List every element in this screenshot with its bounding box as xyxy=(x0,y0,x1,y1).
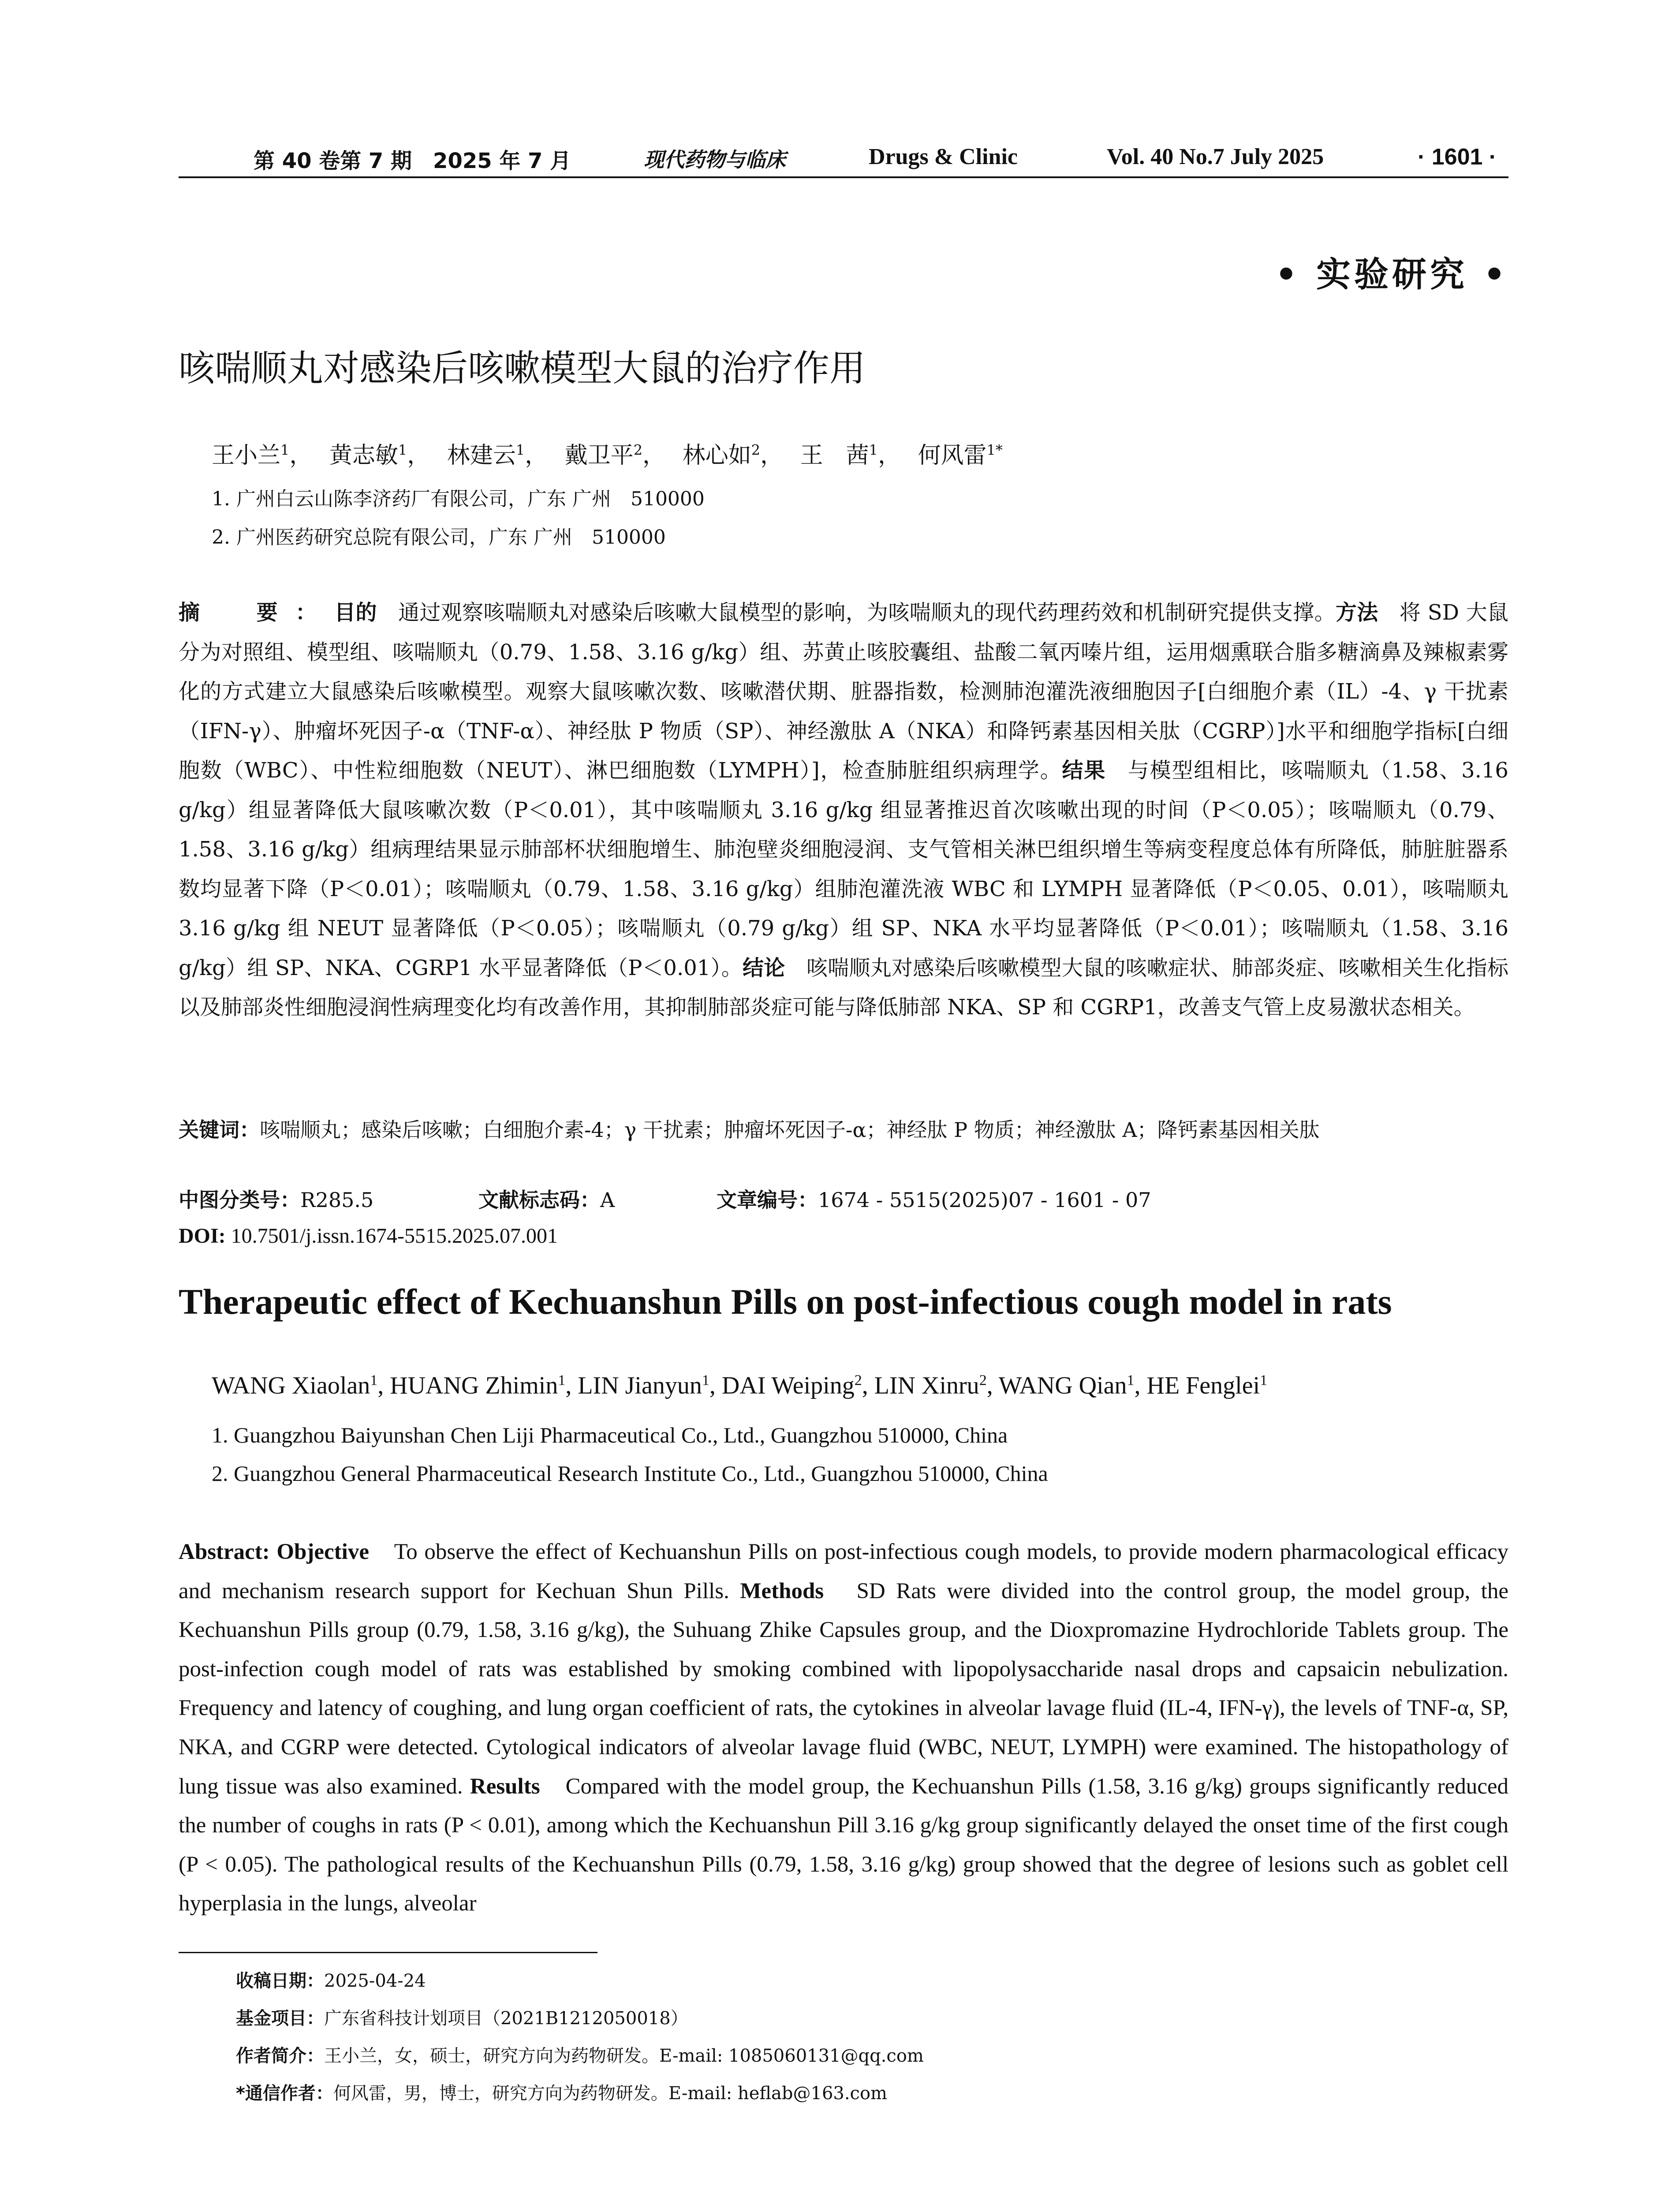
author-sup: 1 xyxy=(280,441,290,459)
author-sup: 1 xyxy=(869,441,878,459)
footnote-author-bio xyxy=(236,2042,924,2067)
methods-label-en: Methods xyxy=(740,1578,824,1603)
header-volume-en: Vol. 40 No.7 July 2025 xyxy=(1107,144,1324,169)
results-label-en: Results xyxy=(470,1774,540,1799)
author-name: LIN Xinru xyxy=(874,1372,979,1399)
author-en: LIN Jianyun$^1$, xyxy=(578,1372,722,1399)
author-cn: 王小兰$^1$， xyxy=(212,441,313,469)
author-sup: 2 xyxy=(633,441,643,459)
author-name: LIN Jianyun xyxy=(578,1372,702,1399)
author-name: 林建云 xyxy=(447,442,516,469)
abstract-cn-label: 摘 要： xyxy=(179,600,335,625)
author-sup: 1 xyxy=(370,1372,378,1389)
author-en: HUANG Zhimin$^1$, xyxy=(390,1372,578,1399)
footnote-label: *通信作者： xyxy=(236,2083,333,2104)
footnote-rule xyxy=(179,1952,597,1953)
author-sup: 1 xyxy=(1260,1372,1268,1389)
author-en: WANG Xiaolan$^1$, xyxy=(212,1372,390,1399)
author-cn: 林心如$^2$， xyxy=(682,441,784,469)
footnote-fund xyxy=(236,2004,688,2029)
article-label: 文章编号： xyxy=(717,1188,818,1212)
doi-label: DOI: xyxy=(179,1224,226,1248)
author-sup: 1 xyxy=(702,1372,709,1389)
objective-label-cn: 目的 xyxy=(334,600,377,625)
footnote-text: 广东省科技计划项目（2021B1212050018） xyxy=(324,2008,688,2029)
abstract-en xyxy=(179,1532,1508,1923)
footnote-label: 基金项目： xyxy=(236,2008,324,2029)
keywords-text: 咳喘顺丸；感染后咳嗽；白细胞介素-4；γ 干扰素；肿瘤坏死因子-α；神经肽 P 物质；神经激肽 A；降钙素基因相关肽 xyxy=(260,1118,1320,1142)
affiliation-cn-1: 1. 广州白云山陈李济药厂有限公司，广东 广州 510000 xyxy=(212,488,705,510)
section-tag: • 实验研究 • xyxy=(1275,254,1509,295)
author-name: HUANG Zhimin xyxy=(390,1372,558,1399)
doi-link[interactable]: 10.7501/j.issn.1674-5515.2025.07.001 xyxy=(225,1224,558,1248)
clc-label: 中图分类号： xyxy=(179,1188,300,1212)
results-text-cn: 与模型组相比，咳喘顺丸（1.58、3.16 g/kg）组显著降低大鼠咳嗽次数（P＜0.01），其中咳喘顺丸 3.16 g/kg 组显著推迟首次咳嗽出现的时间（P＜0.05）；咳喘顺丸（0.79、1.58、3.16 g/kg）组病理结果显示肺部杯状细胞增生、肺泡壁炎细胞浸润、支气管相关淋巴组织增生等病变程度总体有所降低，肺脏脏器系数均显著下降（P＜0.01）；咳喘顺丸（0.79、1.58、3.16 g/kg）组肺泡灌洗液 WBC 和 LYMPH 显著降低（P＜0.05、0.01），咳喘顺丸 3.16 g/kg 组 NEUT 显著降低（P＜0.05）；咳喘顺丸（0.79 g/kg）组 SP、NKA 水平均显著降低（P＜0.01）；咳喘顺丸（1.58、3.16 g/kg）组 SP、NKA、CGRP1 水平显著降低（P＜0.01）。 xyxy=(179,758,1508,980)
affiliation-en-1: 1. Guangzhou Baiyunshan Chen Liji Pharmaceutical Co., Ltd., Guangzhou 510000, China xyxy=(212,1423,1008,1447)
author-sup: 1 xyxy=(1127,1372,1135,1389)
footnote-text: 2025-04-24 xyxy=(324,1971,426,1991)
author-en: LIN Xinru$^2$, xyxy=(874,1372,999,1399)
header-journal-cn: 现代药物与临床 xyxy=(644,148,786,172)
header-rule xyxy=(179,176,1508,178)
authors-cn xyxy=(212,437,1003,470)
keywords-cn xyxy=(179,1111,1508,1148)
author-name: 林心如 xyxy=(682,442,751,469)
doc-label: 文献标志码： xyxy=(478,1188,600,1212)
methods-text-cn: 将 SD 大鼠分为对照组、模型组、咳喘顺丸（0.79、1.58、3.16 g/kg）组、苏黄止咳胶囊组、盐酸二氧丙嗪片组，运用烟熏联合脂多糖滴鼻及辣椒素雾化的方式建立大鼠感染后咳嗽模型。观察大鼠咳嗽次数、咳嗽潜伏期、脏器指数，检测肺泡灌洗液细胞因子[白细胞介素（IL）-4、γ 干扰素（IFN-γ）、肿瘤坏死因子-α（TNF-α）、神经肽 P 物质（SP）、神经激肽 A（NKA）和降钙素基因相关肽（CGRP）]水平和细胞学指标[白细胞数（WBC）、中性粒细胞数（NEUT）、淋巴细胞数（LYMPH）]，检查肺脏组织病理学。 xyxy=(179,600,1508,783)
author-name: HE Fenglei xyxy=(1146,1372,1260,1399)
author-sup: 2 xyxy=(979,1372,987,1389)
author-sup: 1 xyxy=(515,441,525,459)
author-cn: 黄志敏$^1$， xyxy=(329,441,430,469)
author-name: 王 茜 xyxy=(800,442,869,469)
affiliation-en-2: 2. Guangzhou General Pharmaceutical Research Institute Co., Ltd., Guangzhou 510000, China xyxy=(212,1461,1048,1486)
author-sup: 2 xyxy=(854,1372,862,1389)
methods-text-en: SD Rats were divided into the control group, the model group, the Kechuanshun Pills group (0.79, 1.58, 3.16 g/kg), the Suhuang Zhike Capsules group, and the Dioxpromazine Hydrochloride Tablets group. The post-infection cough model of rats was established by smoking combined with lipopolysaccharide nasal drops and capsaicin nebulization. Frequency and latency of coughing, and lung organ coefficient of rats, the cytokines in alveolar lavage fluid (IL-4, IFN-γ), the levels of TNF-α, SP, NKA, and CGRP were detected. Cytological indicators of alveolar lavage fluid (WBC, NEUT, LYMPH) were examined. The histopathology of lung tissue was also examined. xyxy=(179,1578,1508,1799)
author-cn: 王 茜$^1$， xyxy=(800,441,901,469)
author-en: DAI Weiping$^2$, xyxy=(721,1372,874,1399)
clc-code xyxy=(179,1184,373,1213)
header-page-number: · 1601 · xyxy=(1418,144,1497,170)
author-cn xyxy=(918,442,1003,469)
author-name: DAI Weiping xyxy=(721,1372,855,1399)
abstract-cn xyxy=(179,593,1508,1028)
clc-value: R285.5 xyxy=(300,1188,374,1212)
footnote-text: 王小兰，女，硕士，研究方向为药物研发。E-mail: 1085060131@qq.com xyxy=(324,2046,924,2066)
title-en: Therapeutic effect of Kechuanshun Pills on post-infectious cough model in rats xyxy=(179,1282,1392,1322)
author-sup: 1* xyxy=(986,441,1003,459)
author-name: 何风雷 xyxy=(918,442,987,469)
footnote-label: 作者简介： xyxy=(236,2046,324,2066)
footnote-label: 收稿日期： xyxy=(236,1971,324,1991)
author-sup: 2 xyxy=(751,441,761,459)
abstract-en-label: Abstract: Objective xyxy=(179,1540,369,1564)
methods-label-cn: 方法 xyxy=(1335,600,1378,625)
footnote-received xyxy=(236,1967,426,1992)
author-name: 黄志敏 xyxy=(329,442,398,469)
author-cn: 戴卫平$^2$， xyxy=(564,441,666,469)
doc-value: A xyxy=(600,1188,615,1212)
article-value: 1674 - 5515(2025)07 - 1601 - 07 xyxy=(818,1188,1151,1212)
footnote-corresponding xyxy=(236,2079,887,2104)
conclusion-label-cn: 结论 xyxy=(743,955,785,980)
results-text-en: Compared with the model group, the Kechuanshun Pills (1.58, 3.16 g/kg) groups significantly reduced the number of coughs in rats (P < 0.01), among which the Kechuanshun Pill 3.16 g/kg group significantly delayed the onset time of the first cough (P < 0.05). The pathological results of the Kechuanshun Pills (0.79, 1.58, 3.16 g/kg) group showed that the degree of lesions such as goblet cell hyperplasia in the lungs, alveolar xyxy=(179,1774,1508,1916)
author-name: WANG Qian xyxy=(998,1372,1127,1399)
author-name: 戴卫平 xyxy=(564,442,634,469)
document-code xyxy=(478,1184,615,1213)
doi-line xyxy=(179,1224,558,1248)
conclusion-text-cn: 咳喘顺丸对感染后咳嗽模型大鼠的咳嗽症状、肺部炎症、咳嗽相关生化指标以及肺部炎性细胞浸润性病理变化均有改善作用，其抑制肺部炎症可能与降低肺部 NKA、SP 和 CGRP1，改善支气管上皮易激状态相关。 xyxy=(179,955,1508,1020)
article-number xyxy=(717,1184,1151,1213)
title-cn: 咳喘顺丸对感染后咳嗽模型大鼠的治疗作用 xyxy=(179,348,866,389)
results-label-cn: 结果 xyxy=(1062,758,1106,783)
footnote-text: 何风雷，男，博士，研究方向为药物研发。E-mail: heflab@163.com xyxy=(333,2083,887,2104)
affiliation-cn-2: 2. 广州医药研究总院有限公司，广东 广州 510000 xyxy=(212,526,666,549)
author-sup: 1 xyxy=(398,441,407,459)
objective-text-en: To observe the effect of Kechuanshun Pills on post-infectious cough models, to provide modern pharmacological efficacy and mechanism research support for Kechuan Shun Pills. xyxy=(179,1540,1508,1603)
running-header xyxy=(179,140,1508,176)
author-cn: 林建云$^1$， xyxy=(447,441,548,469)
keywords-label: 关键词： xyxy=(179,1118,260,1142)
author-en xyxy=(1147,1372,1268,1399)
objective-text-cn: 通过观察咳喘顺丸对感染后咳嗽大鼠模型的影响，为咳喘顺丸的现代药理药效和机制研究提供支撑。 xyxy=(377,600,1336,625)
author-name: WANG Xiaolan xyxy=(212,1372,370,1399)
header-journal-en: Drugs & Clinic xyxy=(869,144,1018,169)
author-en: WANG Qian$^1$, xyxy=(998,1372,1147,1399)
authors-en xyxy=(212,1372,1267,1400)
author-name: 王小兰 xyxy=(212,442,281,469)
header-volume-cn: 第 40 卷第 7 期 2025 年 7 月 xyxy=(254,149,571,173)
author-sup: 1 xyxy=(558,1372,566,1389)
